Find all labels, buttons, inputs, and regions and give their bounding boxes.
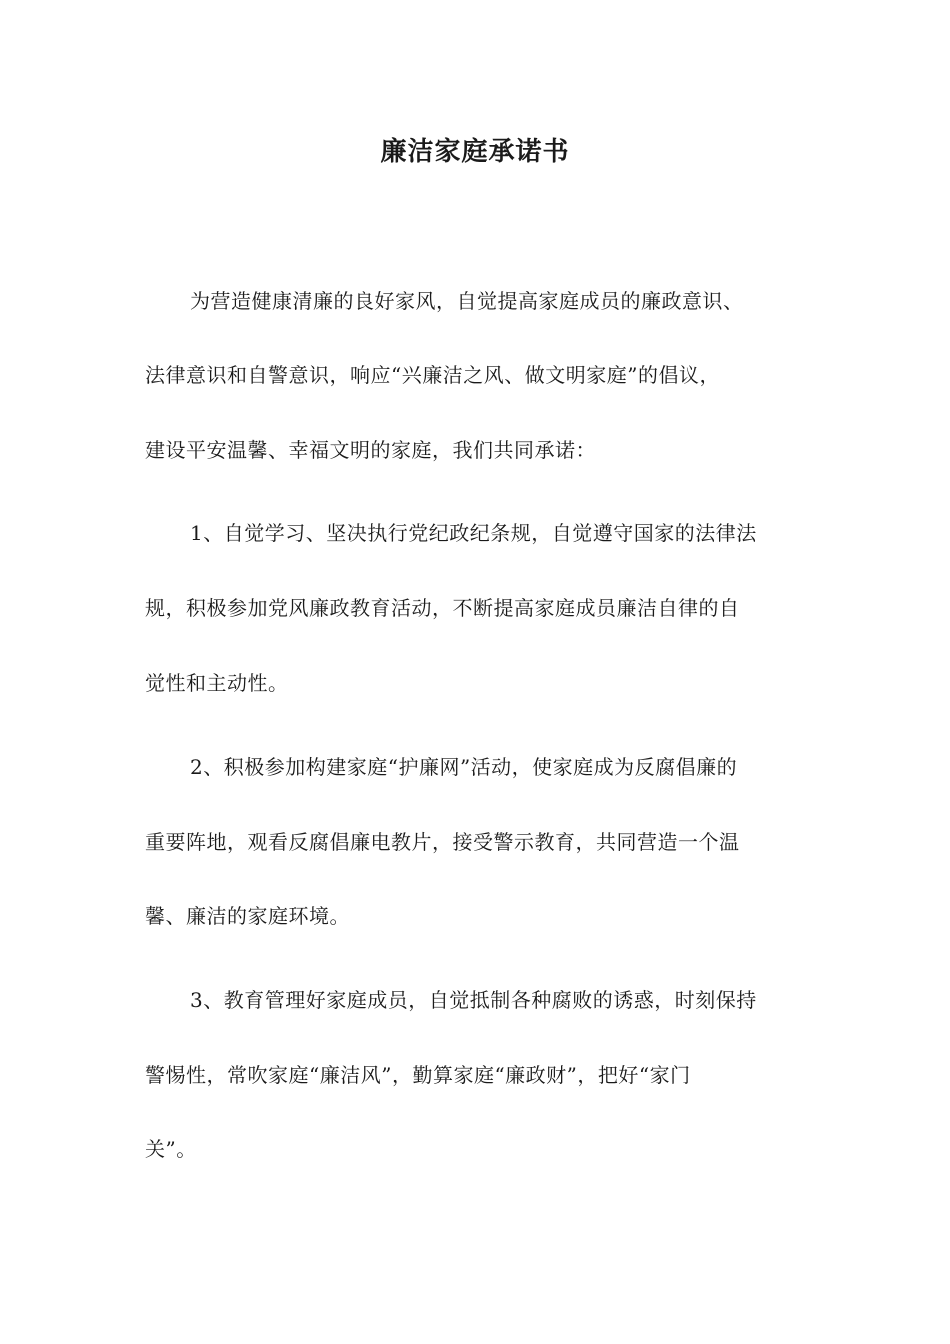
paragraph-line: 馨、廉洁的家庭环境。	[145, 904, 350, 928]
paragraph-line: 重要阵地，观看反腐倡廉电教片，接受警示教育，共同营造一个温	[145, 830, 740, 854]
paragraph-line: 为营造健康清廉的良好家风，自觉提高家庭成员的廉政意识、	[190, 289, 744, 313]
paragraph-line: 警惕性，常吹家庭“廉洁风”，勤算家庭“廉政财”，把好“家门	[145, 1063, 691, 1087]
paragraph-line: 建设平安温馨、幸福文明的家庭，我们共同承诺：	[145, 438, 596, 462]
paragraph-line: 觉性和主动性。	[145, 671, 289, 695]
paragraph-line: 3、教育管理好家庭成员，自觉抵制各种腐败的诱惑，时刻保持	[190, 988, 757, 1012]
document-title: 廉洁家庭承诺书	[380, 137, 570, 167]
paragraph-line: 规，积极参加党风廉政教育活动，不断提高家庭成员廉洁自律的自	[145, 596, 740, 620]
paragraph-line: 1、自觉学习、坚决执行党纪政纪条规，自觉遵守国家的法律法	[190, 521, 757, 545]
paragraph-line: 关”。	[145, 1137, 197, 1161]
paragraph-line: 法律意识和自警意识，响应“兴廉洁之风、做文明家庭”的倡议，	[145, 363, 720, 387]
paragraph-line: 2、积极参加构建家庭“护廉网”活动，使家庭成为反腐倡廉的	[190, 755, 738, 779]
